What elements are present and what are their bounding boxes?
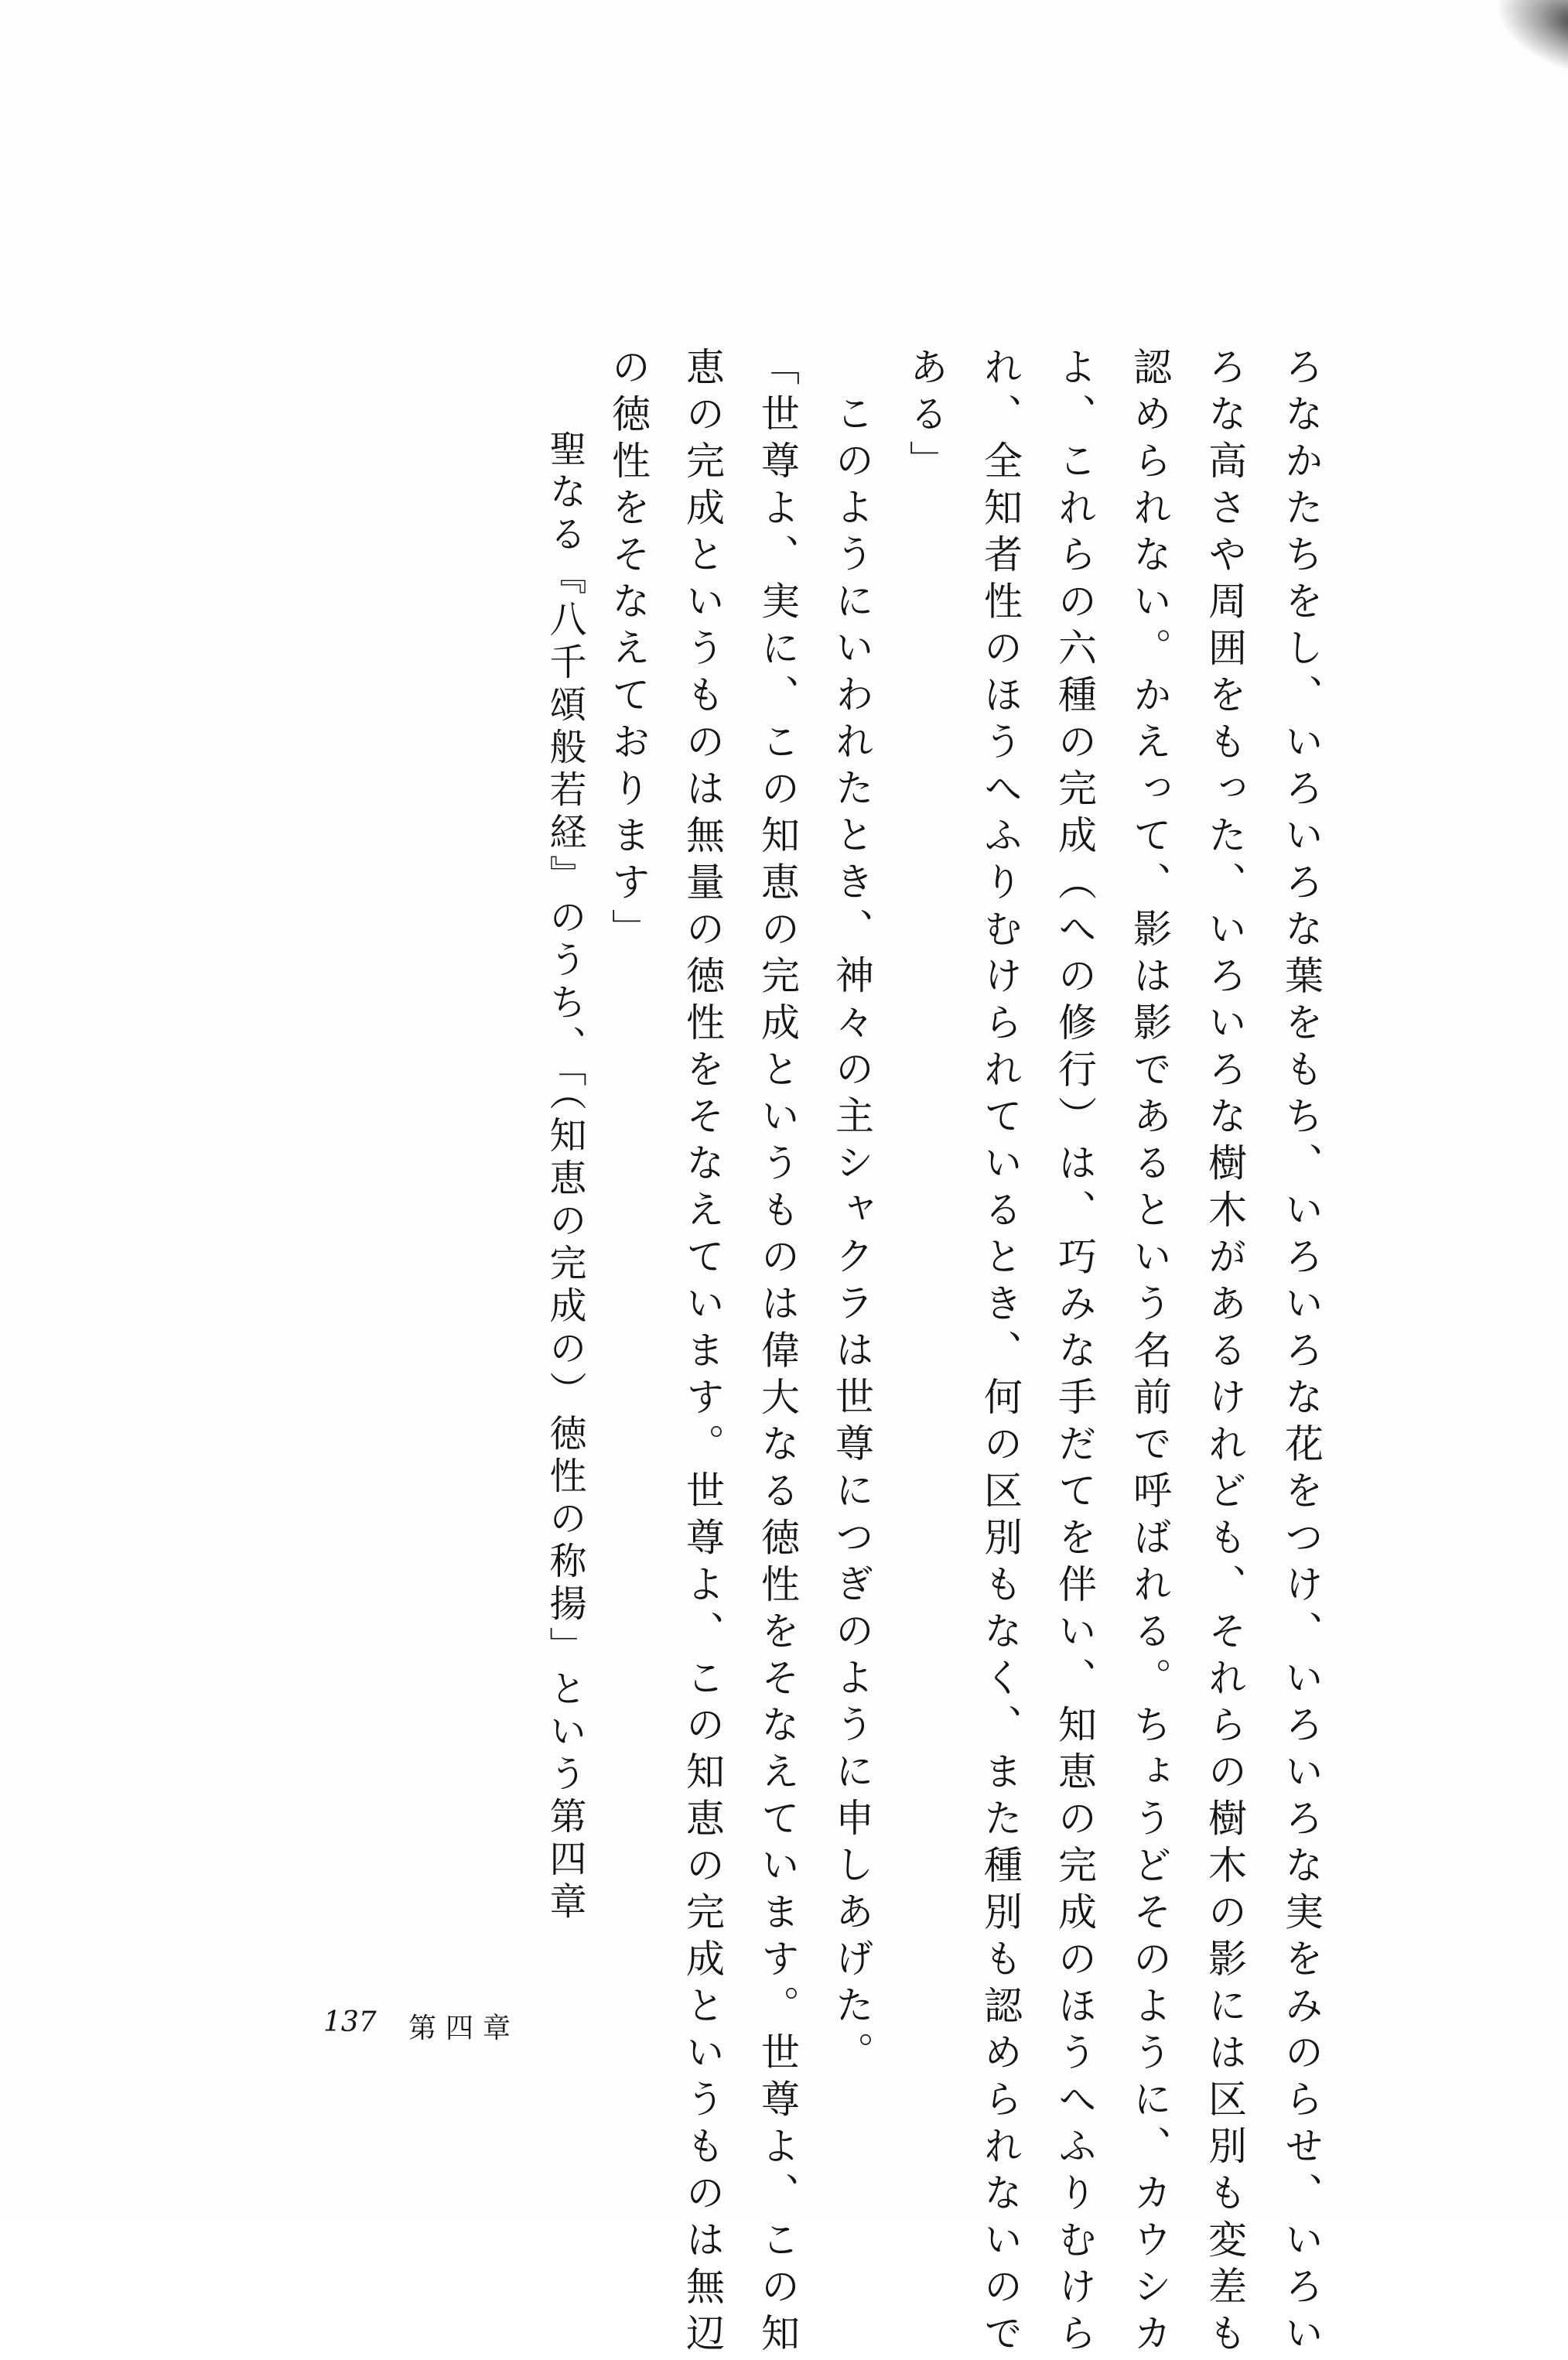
text-line-7: このようにいわれたとき、神々の主シャクラは世尊につぎのように申しあげた。 — [829, 393, 874, 2078]
text-line-8: 「世尊よ、実に、この知恵の完成というものは偉大なる徳性をそなえています。世尊よ、この知 — [755, 347, 800, 2360]
text-line-4: よ、これらの六種の完成（への修行）は、巧みな手だてを伴い、知恵の完成のほうへふりむけら — [1052, 347, 1097, 2360]
running-title: 第四章 — [408, 2013, 521, 2044]
text-line-6: ある」 — [904, 347, 948, 487]
text-line-9: 恵の完成というものは無量の徳性をそなえています。世尊よ、この知恵の完成というものは無辺 — [680, 347, 725, 2360]
text-line-1: ろなかたちをし、いろいろな葉をもち、いろいろな花をつけ、いろいろな実をみのらせ、いろい — [1279, 347, 1324, 2360]
scan-shadow — [1483, 0, 1568, 77]
text-line-5: れ、全知者性のほうへふりむけられているとき、何の区別もなく、また種別も認められないので — [978, 347, 1023, 2360]
text-line-10: の徳性をそなえております」 — [606, 347, 651, 956]
text-line-3: 認められない。かえって、影は影であるという名前で呼ばれる。ちょうどそのように、カウシカ — [1127, 347, 1172, 2360]
page-number: 137 — [323, 2006, 377, 2038]
text-line-2: ろな高さや周囲をもった、いろいろな樹木があるけれども、それらの樹木の影には区別も変差も — [1202, 347, 1247, 2360]
chapter-closing-line: 聖なる『八千頌般若経』のうち、「（知恵の完成の）徳性の称揚」という第四章 — [543, 429, 586, 1924]
